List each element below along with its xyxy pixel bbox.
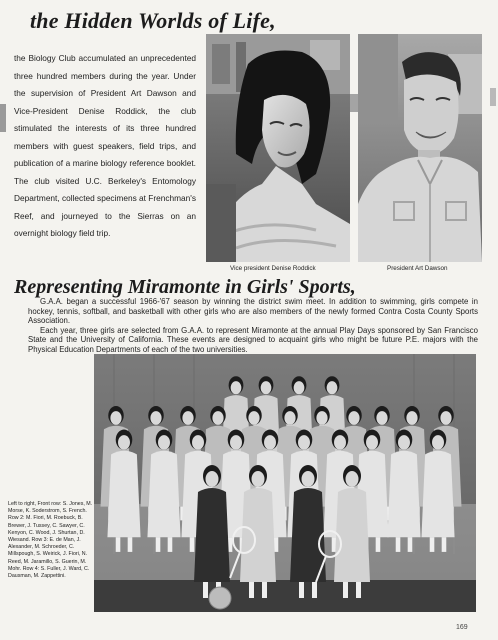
photo-president-image [358, 34, 482, 262]
page-edge-tab [0, 104, 6, 132]
group-identification-caption: Left to right, Front row: S. Jones, M. Morse, K. Soderstrom, S. French. Row 2: M. Fiori, M. Roebuck, B. Brewer, J. Tussey, C. Sawyer, C. Kenyon, C. Wood, J. Shurtan, D. Wiesand. Row 3: E. de Man, J. Alexander, M. Schroeder, C. Millspough, S. Weirick, J. Fiori, N. Reed, M. Jaramillo, S. Guerin, M. Mohr. Row 4: S. Fuller, J. Ward, C. Dausman, M. Zappettini. [8, 501, 93, 580]
gaa-paragraph-2: Each year, three girls are selected from G.A.A. to represent Miramonte at the annual Play Days sponsored by San Francisco State and the University of California. These events are designed to acquaint girls who might be future P.E. majors with the Physical Education Departments of each of the two universities. [28, 325, 478, 354]
page-edge-tab [490, 88, 496, 106]
gaa-text [28, 297, 478, 355]
page-edge-tab [350, 94, 358, 112]
photo-gaa-group-image [94, 354, 476, 612]
biology-club-text [14, 50, 196, 243]
ball-icon [209, 587, 231, 609]
caption-vice-president: Vice president Denise Roddick [230, 265, 316, 272]
caption-president: President Art Dawson [387, 265, 448, 272]
photo-president [358, 34, 482, 262]
photo-vice-president [206, 34, 350, 262]
photo-gaa-group [94, 354, 476, 612]
heading-girls-sports: Representing Miramonte in Girls' Sports, [14, 276, 356, 298]
gaa-paragraph-1: G.A.A. began a successful 1966-'67 season by winning the district swim meet. In addition to swimming, girls compete in hockey, tennis, softball, and basketball with other girls who are also members of the newly formed Contra Costa County Sports Association. [28, 297, 478, 326]
heading-hidden-worlds: the Hidden Worlds of Life, [30, 8, 276, 33]
photo-vice-president-image [206, 34, 350, 262]
page-number: 169 [456, 624, 468, 631]
biology-club-paragraph: the Biology Club accumulated an unprecedented three hundred members during the year. Under the supervision of President Art Dawson and Vice-President Denise Roddick, the club stimulated the interests of its three hundred members with guest speakers, field trips, and publication of a marine biology reference booklet. The club visited U.C. Berkeley's Entomology Department, collected specimens at Frenchman's Reef, and journeyed to the Sierras on an overnight biology field trip. [14, 53, 196, 238]
